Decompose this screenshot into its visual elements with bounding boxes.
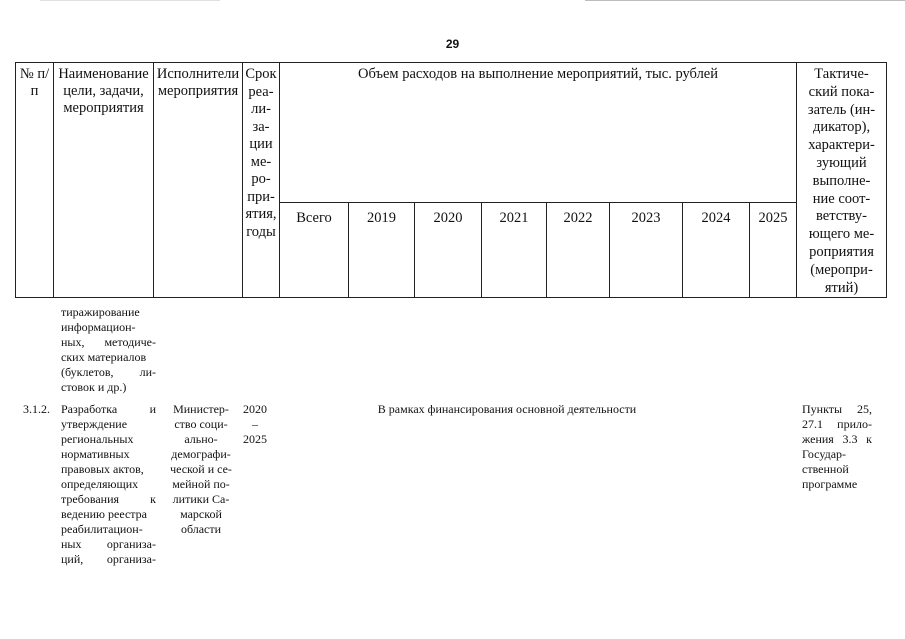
- term-line: ции: [249, 136, 273, 152]
- term-line: за-: [252, 118, 270, 135]
- row-name: Разработка и утверждение региональных нормативных правовых актов, определяющих требования к ведению реестра реабилитацион- ных организа- ций, организа-: [61, 402, 156, 566]
- row-term: 2020 – 2025: [243, 402, 267, 446]
- term-line: ме-: [250, 153, 272, 170]
- term-line: годы: [246, 223, 276, 240]
- row-executor: Министер- ство соци- ально- демографи- ческой и се- мейной по- литики Са- марской области: [170, 402, 232, 536]
- term-line: реа-: [248, 83, 274, 100]
- header-year: 2019: [349, 203, 415, 298]
- header-year: 2025: [750, 203, 797, 298]
- header-col-name: Наименование цели, задачи, мероприятия: [54, 63, 154, 298]
- header-col-expenses: Объем расходов на выполнение мероприятий, тыс. рублей: [280, 63, 797, 203]
- header-col-number: № п/п: [16, 63, 54, 298]
- continuation-text: тиражирование информацион- ных, методиче- ских материалов (буклетов, ли- стовок и др.): [61, 305, 156, 394]
- header-col-indicator: Тактиче- ский пока- затель (ин- дикатор), характери- зующий выполне- ние соот- ветству- ющего ме- роприятия (меропри- ятий): [797, 63, 887, 298]
- term-line: Срок: [245, 66, 277, 82]
- term-line: ятия,: [245, 206, 277, 222]
- top-rule-left: [40, 0, 220, 1]
- header-year: 2023: [610, 203, 683, 298]
- header-table: [15, 62, 887, 298]
- header-col-term: [243, 63, 280, 298]
- row-financing: В рамках финансирования основной деятельности: [377, 402, 637, 416]
- header-year: 2021: [482, 203, 547, 298]
- term-line: ли-: [251, 101, 271, 117]
- header-year: 2022: [547, 203, 610, 298]
- row-indicator: Пункты 25, 27.1 прило- жения 3.3 к Государ- ственной программе: [802, 402, 872, 491]
- header-year: 2024: [683, 203, 750, 298]
- page-number: 29: [445, 37, 460, 51]
- header-col-total: Всего: [280, 203, 349, 298]
- term-line: при-: [247, 188, 275, 205]
- header-year: 2020: [415, 203, 482, 298]
- header-col-executors: Исполнители мероприятия: [154, 63, 243, 298]
- top-rule-right: [585, 0, 905, 1]
- row-number: 3.1.2.: [23, 402, 50, 416]
- term-line: ро-: [251, 171, 271, 187]
